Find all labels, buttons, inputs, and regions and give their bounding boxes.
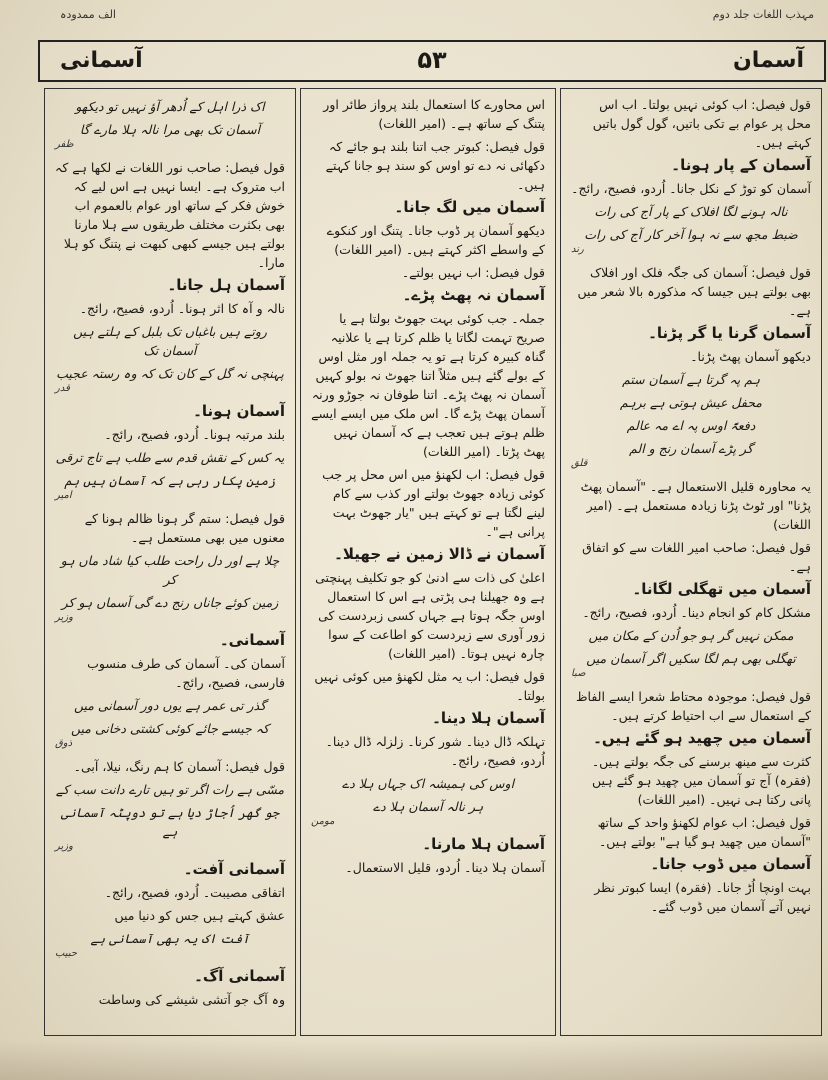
entry-text <box>55 654 285 692</box>
entry-headword <box>55 276 285 295</box>
entry-content: آسمان میں لگ جانا۔ <box>394 198 545 216</box>
entry-content: زمین پکار رہی ہے کہ آسمان ہیں ہم <box>64 473 276 488</box>
entry-content: آسمان ہلا دینا۔ <box>432 709 545 727</box>
entry-content: نالہ و آہ کا اثر ہونا۔ اُردو، فصیح، رائج۔ <box>79 301 285 316</box>
entry-content: مسّی ہے رات اگر تو ہیں تارے دانت سب کے <box>55 782 285 797</box>
entry-text <box>571 347 811 366</box>
entry-content: جملہ۔ جب کوئی بہت جھوٹ بولتا ہے یا صریح تہمت لگاتا یا ظلم کرتا ہے یا علانیہ گناہ کبیرہ کرتا ہے تو یہ جملہ اور مثل اوس کے بولے گئے ہیں مثلاً اتنا جھوٹ نہ بولو کہیں آسمان نہ پھٹ پڑے۔ اتنا طوفان نہ جوڑو ورنہ آسمان پھٹ پڑے گا۔ اس ملک میں ایسے ایسے ظلم ہوتے ہیں تعجب ہے کہ آسمان نہیں پھٹ پڑتا۔ (امیر اللغات) <box>311 311 545 459</box>
entry-headword <box>571 580 811 599</box>
entry-content: روتے ہیں باغباں تک بلبل کے ہلتے ہیں آسمان تک <box>73 324 267 358</box>
verse-line <box>571 225 811 259</box>
poet-name: حبیب <box>55 948 78 959</box>
entry-text <box>571 95 811 152</box>
entry-content: قول فیصل: اب نہیں بولتے۔ <box>401 265 545 280</box>
verse-line <box>571 649 811 683</box>
column-middle <box>300 88 556 1036</box>
entry-content: مشکل کام کو انجام دینا۔ اُردو، فصیح، رائج۔ <box>582 605 811 620</box>
entry-content: پہنچی نہ گل کے کان تک کہ وہ رستہ عجیب <box>56 366 284 381</box>
entry-content: اوس کی ہمیشہ اک جہاں ہلا دے <box>341 776 515 791</box>
entry-content: آسمان میں تھگلی لگانا۔ <box>632 580 811 598</box>
header-headword-left: آسمانی <box>60 48 143 73</box>
entry-text <box>571 603 811 622</box>
entry-content: آسمانی آگ۔ <box>194 967 285 985</box>
entry-text <box>311 568 545 663</box>
entry-content: آسمانی۔ <box>219 631 285 649</box>
entry-headword <box>571 729 811 748</box>
entry-content: ہر نالہ آسمان ہلا دے <box>372 799 484 814</box>
entry-content: زمین کوئے جاناں رنج دے گی آسماں ہو کر <box>61 595 279 610</box>
entry-content: قول فیصل: اب لکھنؤ میں اس محل پر جب کوئی زیادہ جھوٹ بولتے اور کذب سے کام لینے لگتا ہے تو کہتے ہیں "یار جھوٹ بہت پرانی ہے"۔ <box>322 467 545 539</box>
entry-headword <box>311 198 545 217</box>
entry-content: جو گھر اُجاڑ دیا ہے تو دوپٹہ آسمانی ہے <box>60 805 280 839</box>
entry-text <box>55 299 285 318</box>
header-headword-right: آسمان <box>733 48 804 73</box>
entry-text <box>571 813 811 851</box>
entry-content: گذر تی عمر ہے یوں دور آسمانی میں <box>73 698 267 713</box>
entry-text <box>571 878 811 916</box>
entry-text <box>55 757 285 776</box>
entry-content: آسمان ہلا مارنا۔ <box>422 835 545 853</box>
verse-line <box>571 626 811 645</box>
entry-content: آسمان نے ڈالا زمین نے جھیلا۔ <box>334 545 545 563</box>
poet-name: وزیر <box>55 612 73 623</box>
poet-name: امیر <box>55 490 72 501</box>
entry-content: قول فیصل: کبوتر جب اتنا بلند ہو جائے کہ دکھائی نہ دے تو اوس کو سند ہو جانا کہتے ہیں۔ <box>325 139 545 192</box>
verse-line <box>55 929 285 963</box>
column-right <box>560 88 822 1036</box>
entry-text <box>311 667 545 705</box>
entry-text <box>311 465 545 541</box>
verse-line <box>55 593 285 627</box>
entry-content: آسمان کے پار ہونا۔ <box>671 156 811 174</box>
running-head-left: الف ممدودہ <box>60 8 116 21</box>
entry-content: دیکھو آسمان پر ڈوب جانا۔ پتنگ اور کنکوے کے واسطے اکثر کہتے ہیں۔ (امیر اللغات) <box>326 223 545 257</box>
entry-content: کہ جیسے جائے کوئی کشتی دخانی میں <box>70 721 269 736</box>
verse-line <box>571 439 811 473</box>
entry-content: آسمانی آفت۔ <box>183 860 285 878</box>
poet-name: رند <box>571 244 584 255</box>
verse-line <box>571 202 811 221</box>
entry-content: نالہ ہونے لگا افلاک کے پار آج کی رات <box>594 204 788 219</box>
entry-content: تہلکہ ڈال دینا۔ شور کرنا۔ زلزلہ ڈال دینا۔ اُردو، فصیح، رائج۔ <box>325 734 545 768</box>
verse-line <box>311 774 545 793</box>
verse-line <box>55 448 285 467</box>
entry-content: قول فیصل: اب عوام لکھنؤ واحد کے ساتھ "آسمان میں چھید ہو گیا ہے" بولتے ہیں۔ <box>597 815 811 849</box>
entry-text <box>55 425 285 444</box>
entry-text <box>55 883 285 902</box>
entry-text <box>311 95 545 133</box>
poet-name: وزیر <box>55 841 73 852</box>
verse-line <box>55 97 285 116</box>
verse-line <box>571 370 811 389</box>
verse-line <box>55 120 285 154</box>
entry-text <box>55 990 285 1009</box>
verse-line <box>55 803 285 856</box>
entry-text <box>571 752 811 809</box>
verse-line <box>311 797 545 831</box>
verse-line <box>571 416 811 435</box>
entry-content: آسمان کی۔ آسمان کی طرف منسوب فارسی، فصیح، رائج۔ <box>87 656 285 690</box>
poet-name: قدر <box>55 383 70 394</box>
entry-headword <box>55 631 285 650</box>
entry-text <box>571 538 811 576</box>
page-number: ۵۳ <box>417 46 447 74</box>
entry-headword <box>55 967 285 986</box>
entry-headword <box>311 709 545 728</box>
entry-headword <box>311 835 545 854</box>
column-left <box>44 88 296 1036</box>
entry-content: چلا ہے اور دل راحت طلب کیا شاد ماں ہو کر <box>60 553 280 587</box>
entry-content: قول فیصل: صاحب نور اللغات نے لکھا ہے کہ اب متروک ہے۔ ایسا نہیں ہے اس لیے کہ خوش فکر کے ساتھ اور عوام بالعموم اب بھی بکثرت مختلف طریقوں سے ہلا مارنا بولتے ہیں جیسے کبھی کبھت نے پتنگ کو ہلا مارا۔ <box>55 160 285 270</box>
entry-headword <box>571 324 811 343</box>
entry-text <box>571 179 811 198</box>
verse-line <box>55 719 285 753</box>
entry-content: اتفاقی مصیبت۔ اُردو، فصیح، رائج۔ <box>104 885 285 900</box>
entry-content: آفت اک یہ بھی آسمانی ہے <box>90 931 250 946</box>
entry-content: تھگلی بھی ہم لگا سکیں اگر آسمان میں <box>586 651 796 666</box>
entry-content: ضبط مجھ سے نہ ہوا آخر کار آج کی رات <box>584 227 798 242</box>
running-head <box>0 6 828 26</box>
entry-text <box>55 509 285 547</box>
entry-content: قول فیصل: اب کوئی نہیں بولتا۔ اب اس محل پر عوام بے تکی باتیں، گول گول باتیں کہتے ہیں۔ <box>592 97 811 150</box>
entry-text <box>55 158 285 272</box>
entry-content: قول فیصل: موجودہ محتاط شعرا ایسے الفاظ کے استعمال سے اب احتیاط کرتے ہیں۔ <box>575 689 811 723</box>
entry-content: ممکن نہیں گر ہو جو اُدن کے مکان میں <box>588 628 794 643</box>
entry-headword <box>571 855 811 874</box>
poet-name: صبا <box>571 668 586 679</box>
entry-content: قول فیصل: آسمان کا ہم رنگ، نیلا، آبی۔ <box>73 759 285 774</box>
entry-headword <box>311 286 545 305</box>
entry-content: گر پڑے آسمان رنج و الم <box>629 441 753 456</box>
entry-content: قول فیصل: آسمان کی جگہ فلک اور افلاک بھی بولتے ہیں جیسا کہ مذکورہ بالا شعر میں ہے۔ <box>577 265 811 318</box>
entry-content: آسمان ہونا۔ <box>193 402 285 420</box>
entry-content: عشق کہتے ہیں جس کو دنیا میں <box>114 908 285 923</box>
entry-text <box>55 906 285 925</box>
poet-name: ظفر <box>55 139 74 150</box>
entry-content: بہت اونچا اُڑ جانا۔ (فقرہ) ایسا کبوتر نظر نہیں آتے آسمان میں ڈوب گئے۔ <box>594 880 811 914</box>
entry-content: آسمان نہ پھٹ پڑے۔ <box>402 286 545 304</box>
entry-content: یہ کس کے نقش قدم سے طلب ہے تاج ترقی <box>55 450 285 465</box>
entry-headword <box>571 156 811 175</box>
verse-line <box>55 551 285 589</box>
entry-headword <box>311 545 545 564</box>
entry-text <box>571 263 811 320</box>
entry-content: قول فیصل: ستم گر ہونا ظالم ہونا کے معنوں میں بھی مستعمل ہے۔ <box>84 511 285 545</box>
entry-content: آسمان میں چھید ہو گئے ہیں۔ <box>593 729 811 747</box>
verse-line <box>55 322 285 360</box>
entry-content: اعلیٰ کی ذات سے ادنیٰ کو جو تکلیف پہنچتی ہے وہ جھیلنا ہی پڑتی ہے اس کا استعمال اوس جگہ ہوتا ہے جہاں کسی زبردست کی زور آوری سے زیردست کو اطاعت کے سوا چارہ نہیں ہوتا۔ (امیر اللغات) <box>315 570 545 661</box>
entry-text <box>311 137 545 194</box>
verse-line <box>55 364 285 398</box>
entry-content: قول فیصل: صاحب امیر اللغات سے کو اتفاق ہے۔ <box>582 540 811 574</box>
entry-content: آسمان تک بھی مرا نالہ ہلا مارے گا <box>79 122 261 137</box>
entry-text <box>311 221 545 259</box>
poet-name: قلق <box>571 458 588 469</box>
entry-headword <box>55 860 285 879</box>
poet-name: مومن <box>311 816 335 827</box>
entry-content: بلند مرتبہ ہونا۔ اُردو، فصیح، رائج۔ <box>104 427 285 442</box>
entry-content: آسمان میں ڈوب جانا۔ <box>650 855 811 873</box>
entry-text <box>311 732 545 770</box>
entry-content: آسمان ہلا دینا۔ اُردو، قلیل الاستعمال۔ <box>345 860 545 875</box>
verse-line <box>55 780 285 799</box>
entry-text <box>311 309 545 461</box>
entry-content: وہ آگ جو آتشی شیشے کی وساطت <box>98 992 285 1007</box>
entry-text <box>571 477 811 534</box>
verse-line <box>571 393 811 412</box>
entry-content: کثرت سے مینھ برسنے کی جگہ بولتے ہیں۔ (فقرہ) آج تو آسمان میں چھید ہو گئے ہیں پانی رکتا ہی نہیں۔ (امیر اللغات) <box>591 754 811 807</box>
verse-line <box>55 471 285 505</box>
page-edge-shadow <box>0 1040 828 1080</box>
entry-text <box>311 858 545 877</box>
poet-name: ذوق <box>55 738 73 749</box>
entry-content: قول فیصل: اب یہ مثل لکھنؤ میں کوئی نہیں بولتا۔ <box>314 669 545 703</box>
entry-headword <box>55 402 285 421</box>
verse-line <box>55 696 285 715</box>
page-header <box>38 40 826 82</box>
entry-text <box>311 263 545 282</box>
entry-content: دفعۃً اوس پہ اے مہ عالم <box>626 418 756 433</box>
entry-content: اک ذرا اہل کے اُدھر آؤ نہیں تو دیکھو <box>75 99 265 114</box>
entry-content: آسمان ہل جانا۔ <box>167 276 285 294</box>
entry-content: محفل عیش ہوتی ہے برہم <box>620 395 762 410</box>
entry-content: اس محاورے کا استعمال بلند پرواز طائر اور پتنگ کے ساتھ ہے۔ (امیر اللغات) <box>323 97 545 131</box>
entry-content: یہ محاورہ قلیل الاستعمال ہے۔ "آسمان پھٹ پڑنا" اور ٹوٹ پڑنا زیادہ مستعمل ہے۔ (امیر اللغات) <box>580 479 811 532</box>
entry-content: آسمان کو توڑ کے نکل جانا۔ اُردو، فصیح، رائج۔ <box>571 181 811 196</box>
entry-content: ہم پہ گرتا ہے آسمان ستم <box>622 372 760 387</box>
entry-text <box>571 687 811 725</box>
running-head-right: مہذب اللغات جلد دوم <box>712 8 814 21</box>
entry-content: دیکھو آسمان پھٹ پڑنا۔ <box>690 349 811 364</box>
entry-content: آسمان گرنا یا گر پڑنا۔ <box>648 324 811 342</box>
